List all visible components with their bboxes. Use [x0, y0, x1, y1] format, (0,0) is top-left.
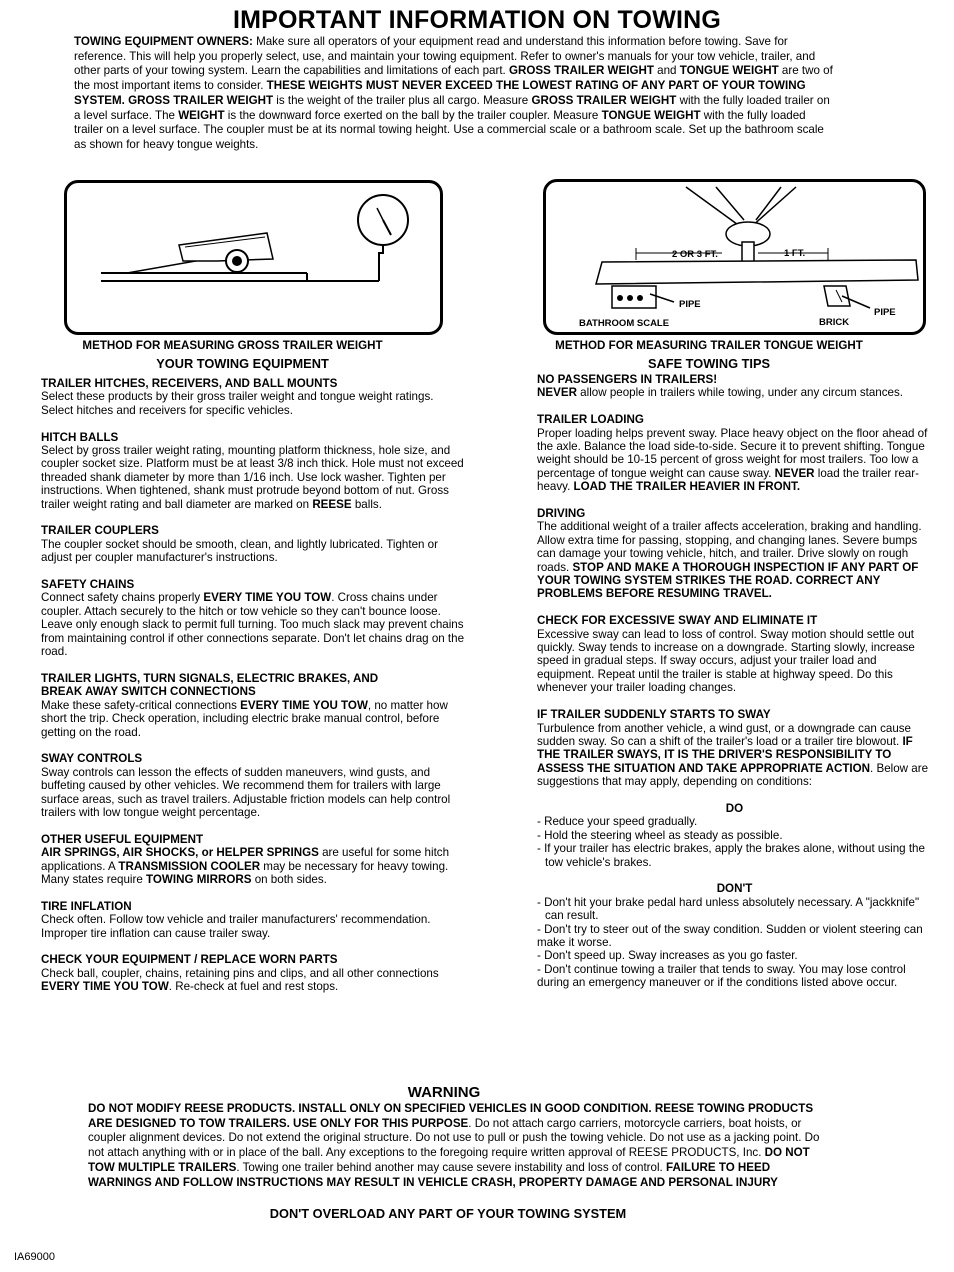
section-heading: SWAY CONTROLS	[41, 752, 143, 766]
left-column-heading: YOUR TOWING EQUIPMENT	[156, 356, 329, 371]
body-text: The coupler socket should be smooth, clean, and lightly lubricated. Tighten or adjust per coupler manufacturer's instructions.	[41, 537, 438, 565]
body-text: is the downward force exerted on the ball by the trailer coupler. Measure	[224, 108, 602, 122]
emphasis-text: REESE	[312, 497, 352, 511]
section-heading: HITCH BALLS	[41, 430, 119, 444]
section-body	[537, 722, 932, 789]
gross-weight-illustration	[67, 183, 440, 332]
emphasis-text: GROSS TRAILER WEIGHT	[509, 64, 654, 78]
body-text: Check ball, coupler, chains, retaining pins and clips, and all other connections	[41, 966, 439, 980]
body-text: may be necessary for heavy towing. Many states require	[41, 859, 449, 886]
do-item: - If your trailer has electric brakes, apply the brakes alone, without using the tow vehicle's brakes.	[537, 842, 925, 869]
section-lights	[41, 672, 466, 739]
warning-title: WARNING	[407, 1084, 481, 1101]
body-text: on both sides.	[251, 872, 327, 886]
body-text: Sway controls can lesson the effects of sudden maneuvers, wind gusts, and buffeting caused by other vehicles. We recommend them for trailers with large surface areas, such as travel trailers. Adjustable friction models can help control trailers with low tongue weight percentage.	[41, 765, 451, 819]
section-sway-controls	[41, 752, 466, 819]
body-text: Excessive sway can lead to loss of control. Sway motion should settle out quickly. Sway tends to increase on a downgrade. Starting slowly, increase speed in gradual steps. If sway occurs, adjust your trailer load and equipment. Repeat until the trailer is stable at highway speed. Do this whenever your trailer loading changes.	[537, 627, 915, 695]
emphasis-text: TOWING MIRRORS	[146, 872, 252, 886]
section-couplers	[41, 524, 466, 564]
body-text: is the weight of the trailer plus all cargo. Measure	[273, 93, 532, 107]
emphasis-text: IF THE TRAILER SWAYS, IT IS THE DRIVER'S RESPONSIBILITY TO ASSESS THE SITUATION AND TAKE APPROPRIATE ACTION	[537, 734, 913, 775]
body-text: Proper loading helps prevent sway. Place heavy object on the floor ahead of the axle. Balance the load side-to-side. Secure it to prevent shifting. Tongue weight should be 10-15 percent of gross weight for most trailers. Too low a percentage of tongue weight can cause sway.	[537, 426, 928, 480]
emphasis-text: DO NOT TOW MULTIPLE TRAILERS	[88, 1146, 810, 1174]
body-text: allow people in trailers while towing, under any circum stances.	[576, 386, 904, 400]
section-body	[41, 766, 466, 820]
emphasis-text: TOWING EQUIPMENT OWNERS:	[74, 35, 253, 48]
body-text: , no matter how short the trip. Check operation, including electric brake manual control, before getting on the road.	[41, 698, 448, 739]
section-sudden-sway	[537, 708, 932, 788]
body-text: are two of the most important items to consider.	[74, 64, 833, 93]
section-heading: TIRE INFLATION	[41, 899, 132, 913]
emphasis-text: NEVER	[537, 386, 577, 400]
emphasis-text: DO NOT MODIFY REESE PRODUCTS. INSTALL ONLY ON SPECIFIED VEHICLES IN GOOD CONDITION. REESE TOWING PRODUCTS ARE DESIGNED TO TOW TRAILERS. USE ONLY FOR THIS PURPOSE	[88, 1102, 814, 1130]
emphasis-text: EVERY TIME YOU TOW	[41, 980, 169, 994]
body-text: . Below are suggestions that may apply, depending on conditions:	[537, 761, 929, 789]
label-2-or-3-ft: 2 OR 3 FT.	[672, 249, 718, 260]
section-body	[537, 427, 932, 494]
do-list	[537, 802, 932, 869]
dont-item: - Don't continue towing a trailer that tends to sway. You may lose control during an emergency maneuver or if the conditions listed above occur.	[537, 962, 906, 990]
label-1-ft: 1 FT.	[784, 248, 806, 259]
section-body	[537, 520, 932, 600]
emphasis-text: GROSS TRAILER WEIGHT	[531, 93, 677, 107]
section-body	[41, 444, 466, 511]
emphasis-text: WEIGHT	[178, 108, 225, 122]
dont-item: - Don't speed up. Sway increases as you go faster.	[537, 949, 798, 963]
dont-item: - Don't hit your brake pedal hard unless absolutely necessary. A "jackknife" can result.	[537, 895, 920, 923]
document-code: IA69000	[14, 1251, 55, 1263]
section-body	[41, 967, 466, 994]
body-text: . Re-check at fuel and rest stops.	[168, 980, 339, 994]
section-heading: OTHER USEFUL EQUIPMENT	[41, 832, 204, 846]
towing-equipment-column	[41, 377, 466, 1007]
section-body	[537, 628, 932, 695]
section-check-equipment	[41, 953, 466, 993]
warning-paragraph	[88, 1102, 828, 1190]
body-text: Turbulence from another vehicle, a wind gust, or a downgrade can cause sudden sway. So can a shift of the trailer's load or a trailer tire blowout.	[537, 721, 912, 748]
tongue-weight-caption: METHOD FOR MEASURING TRAILER TONGUE WEIGHT	[555, 339, 863, 352]
emphasis-text: EVERY TIME YOU TOW	[240, 698, 368, 712]
body-text: The additional weight of a trailer affects acceleration, braking and handling. Allow extra time for passing, stopping, and changing lanes. Severe bumps can damage your towing vehicle, hitch, and trailer. Drive slowly on rough roads.	[537, 520, 922, 574]
dont-heading: DON'T	[716, 882, 753, 896]
page-title: IMPORTANT INFORMATION ON TOWING	[232, 6, 722, 34]
section-safety-chains	[41, 578, 466, 658]
section-heading: IF TRAILER SUDDENLY STARTS TO SWAY	[537, 708, 771, 722]
emphasis-text: FAILURE TO HEED WARNINGS AND FOLLOW INSTRUCTIONS MAY RESULT IN VEHICLE CRASH, PROPERTY DAMAGE AND PERSONAL INJURY	[88, 1160, 778, 1189]
section-heading: TRAILER COUPLERS	[41, 524, 159, 538]
section-hitch-balls	[41, 431, 466, 511]
section-body	[41, 699, 466, 739]
section-heading: TRAILER LOADING	[537, 413, 644, 427]
do-item: - Reduce your speed gradually.	[537, 815, 698, 829]
body-text: . Cross chains under coupler. Attach securely to the hitch or tow vehicle so they can't bounce loose. Leave only enough slack to permit full turning. Too much slack may prevent chains from maintaining control if other connections separate. Don't let chains drag on the road.	[41, 591, 465, 659]
section-hitches	[41, 377, 466, 417]
emphasis-text: STOP AND MAKE A THOROUGH INSPECTION IF ANY PART OF YOUR TOWING SYSTEM STRIKES THE ROAD. CORRECT ANY PROBLEMS BEFORE RESUMING TRAVEL.	[537, 560, 919, 601]
body-text: . Towing one trailer behind another may cause severe instability and loss of control.	[236, 1160, 666, 1174]
gross-weight-figure	[64, 180, 443, 335]
section-driving	[537, 507, 932, 601]
body-text: Select these products by their gross trailer weight and tongue weight ratings. Select hitches and receivers for specific vehicles.	[41, 390, 434, 417]
emphasis-text: THESE WEIGHTS MUST NEVER EXCEED THE LOWEST RATING OF ANY PART OF YOUR TOWING SYSTEM. GROSS TRAILER WEIGHT	[74, 79, 806, 107]
section-heading: CHECK YOUR EQUIPMENT / REPLACE WORN PARTS	[41, 953, 338, 967]
do-heading: DO	[725, 801, 744, 815]
emphasis-text: TONGUE WEIGHT	[601, 108, 701, 122]
section-heading: TRAILER LIGHTS, TURN SIGNALS, ELECTRIC BRAKES, AND BREAK AWAY SWITCH CONNECTIONS	[41, 671, 379, 699]
intro-paragraph	[74, 35, 834, 153]
emphasis-text: TONGUE WEIGHT	[679, 64, 779, 78]
emphasis-text: LOAD THE TRAILER HEAVIER IN FRONT.	[573, 480, 801, 494]
section-no-passengers	[537, 373, 932, 400]
body-text: Select by gross trailer weight rating, mounting platform thickness, hole size, and coupler socket size. Platform must be at least 3/8 inch thick. Hole must not exceed threaded shank diameter by more than 1/16 inch. Use lock washer. Tighten per instructions. When tightened, shank must protrude beyond bottom of nut. Gross trailer weight rating and ball diameter are marked on	[41, 444, 464, 511]
body-text: Check often. Follow tow vehicle and trailer manufacturers' recommendation. Improper tire inflation can cause trailer sway.	[41, 913, 431, 940]
emphasis-text: TRANSMISSION COOLER	[118, 859, 261, 873]
gross-weight-caption: METHOD FOR MEASURING GROSS TRAILER WEIGHT	[82, 339, 383, 352]
section-trailer-loading	[537, 413, 932, 493]
safe-towing-column	[537, 373, 932, 990]
body-text: Make sure all operators of your equipment read and understand this information before towing. Save for reference. This will help you properly select, use, and maintain your towing equipment. Refer to owner's manuals for your tow vehicle, trailer, and other parts of your towing system. Learn the capabilities and limitations of each part.	[74, 35, 816, 78]
body-text: with the fully loaded trailer on a level surface. The	[74, 93, 830, 122]
section-tire-inflation	[41, 900, 466, 940]
label-bathroom-scale: BATHROOM SCALE	[579, 318, 670, 329]
section-body	[41, 390, 466, 417]
section-body	[537, 386, 932, 399]
emphasis-text: EVERY TIME YOU TOW	[203, 591, 332, 605]
warning-final-line: DON'T OVERLOAD ANY PART OF YOUR TOWING SYSTEM	[269, 1206, 627, 1221]
emphasis-text: NEVER	[774, 466, 815, 480]
section-body	[41, 846, 466, 886]
body-text: are useful for some hitch applications. A	[41, 846, 450, 873]
section-body	[41, 591, 466, 658]
section-body	[41, 913, 466, 940]
dont-item: - Don't try to steer out of the sway condition. Sudden or violent steering can make it worse.	[537, 922, 923, 949]
section-heading: SAFETY CHAINS	[41, 578, 135, 592]
section-heading: TRAILER HITCHES, RECEIVERS, AND BALL MOUNTS	[41, 377, 338, 390]
emphasis-text: AIR SPRINGS, AIR SHOCKS, or HELPER SPRINGS	[41, 846, 319, 860]
section-other-equipment	[41, 833, 466, 887]
body-text: Connect safety chains properly	[41, 591, 204, 605]
tongue-weight-illustration	[546, 182, 923, 332]
label-brick: BRICK	[819, 317, 850, 328]
section-heading: CHECK FOR EXCESSIVE SWAY AND ELIMINATE IT	[537, 614, 818, 628]
body-text: balls.	[351, 497, 382, 511]
body-text: load the trailer rear-heavy.	[537, 466, 919, 494]
do-item: - Hold the steering wheel as steady as possible.	[537, 828, 783, 842]
tongue-weight-figure	[543, 179, 926, 335]
body-text: with the fully loaded trailer on a level surface. The coupler must be at its normal towing height. Use a commercial scale or a bathroom scale. Set up the bathroom scale as shown for heavy tongue weights.	[74, 108, 824, 151]
body-text: Make these safety-critical connections	[41, 698, 241, 712]
section-heading: DRIVING	[537, 507, 586, 521]
dont-list	[537, 882, 932, 989]
body-text: and	[653, 64, 680, 78]
right-column-heading: SAFE TOWING TIPS	[647, 356, 771, 371]
label-pipe-left: PIPE	[679, 299, 701, 310]
label-pipe-right: PIPE	[874, 307, 896, 318]
section-excessive-sway	[537, 614, 932, 694]
body-text: . Do not attach cargo carriers, motorcycle carriers, boat hoists, or coupler alignment devices. Do not extend the original structure. Do not use to pull or push the towing vehicle. Do not use as a jacking point. Do not attach anything with or in place of the ball. Any exceptions to the foregoing require written approval of REESE PRODUCTS, Inc.	[88, 1116, 820, 1160]
section-heading: NO PASSENGERS IN TRAILERS!	[537, 373, 718, 386]
section-body	[41, 538, 466, 565]
